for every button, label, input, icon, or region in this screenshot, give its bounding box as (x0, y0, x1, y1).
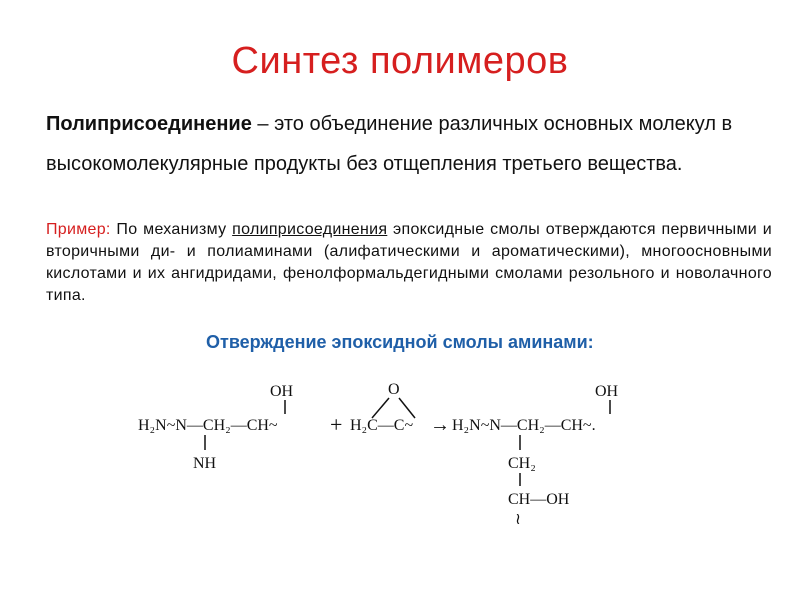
epoxide-bond-left (372, 398, 389, 418)
nh-label: NH (193, 455, 217, 472)
example-label: Пример: (46, 221, 111, 238)
slide-title: Синтез полимеров (231, 40, 569, 82)
reaction-scheme (130, 372, 670, 532)
definition-text: – это объединение различных основных молекул в высокомолекулярные продукты без отщепления третьего вещества. (46, 113, 733, 175)
chain-continuation: ≀ (515, 511, 521, 528)
example-underlined-term: полиприсоединения (232, 221, 388, 238)
definition-paragraph (46, 104, 746, 184)
oh-label-2: OH (595, 383, 619, 400)
product-chain: H₂N~N—CH₂—CH~. (452, 417, 596, 434)
example-text-before: По механизму (110, 221, 233, 238)
example-paragraph (46, 219, 772, 307)
reaction-arrow: → (430, 414, 450, 436)
reactant-amine: H₂N~N—CH₂—CH~ (138, 417, 278, 434)
example-text-after: эпоксидные смолы отверждаются первичными и вторичными ди- и полиаминами (алифатическими и ароматическими), многоосновными кислотами и их ангидридами, фенолформальдегидными смолами резольного и новолачного типа. (46, 221, 772, 304)
reactant-epoxide: H₂C—C~ (350, 417, 414, 434)
oh-label-1: OH (270, 383, 294, 400)
choh-label: CH—OH (508, 491, 570, 508)
plus-sign: + (330, 412, 343, 437)
ch2-label: CH₂ (508, 455, 536, 472)
epoxide-bond-right (399, 398, 415, 418)
reaction-subheading: Отверждение эпоксидной смолы аминами: (206, 332, 594, 352)
epoxide-oxygen: O (388, 381, 400, 398)
definition-term: Полиприсоединение (46, 113, 252, 135)
